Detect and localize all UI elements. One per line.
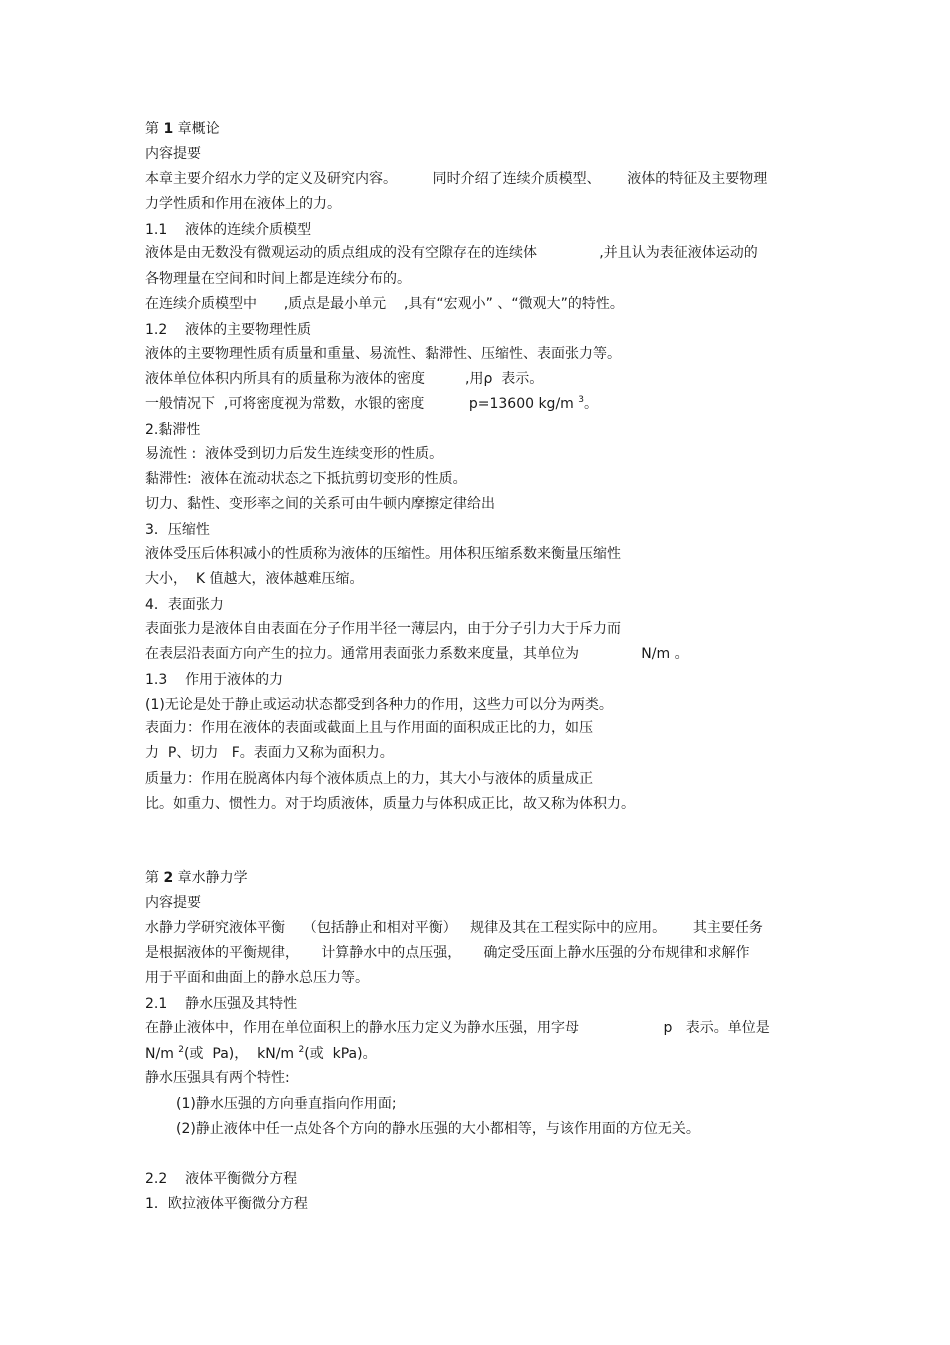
paragraph-line: (1)无论是处于静止或运动状态都受到各种力的作用，这些力可以分为两类。 bbox=[145, 697, 613, 713]
paragraph-line: 在表层沿表面方向产生的拉力。通常用表面张力系数来度量，其单位为 N/m 。 bbox=[145, 646, 689, 662]
paragraph-line: 质量力：作用在脱离体内每个液体质点上的力，其大小与液体的质量成正 bbox=[145, 771, 593, 787]
chapter-1-summary-line: 本章主要介绍水力学的定义及研究内容。 同时介绍了连续介质模型、 液体的特征及主要物理 bbox=[145, 171, 768, 187]
surface-tension-heading: 4．表面张力 bbox=[145, 597, 224, 613]
paragraph-line: 液体受压后体积减小的性质称为液体的压缩性。用体积压缩系数来衡量压缩性 bbox=[145, 546, 621, 562]
paragraph-line: 表面张力是液体自由表面在分子作用半径一薄层内，由于分子引力大于斥力而 bbox=[145, 621, 621, 637]
paragraph-line: 各物理量在空间和时间上都是连续分布的。 bbox=[145, 271, 411, 287]
paragraph-line: 静水压强具有两个特性: bbox=[145, 1070, 290, 1086]
units-line: N/m $^2$(或 Pa)， kN/m $^2$(或 kPa)。 bbox=[145, 1045, 377, 1062]
section-2-1-heading: 2.1 静水压强及其特性 bbox=[145, 996, 298, 1012]
paragraph-line: 在静止液体中，作用在单位面积上的静水压力定义为静水压强，用字母 p 表示。单位是 bbox=[145, 1020, 770, 1036]
property-item: (1)静水压强的方向垂直指向作用面; bbox=[176, 1096, 397, 1112]
paragraph-line: 大小， K 值越大，液体越难压缩。 bbox=[145, 571, 364, 587]
compressibility-heading: 3．压缩性 bbox=[145, 522, 210, 538]
paragraph-line: 力 P、切力 F。表面力又称为面积力。 bbox=[145, 745, 394, 761]
chapter-2-summary-line: 是根据液体的平衡规律， 计算静水中的点压强， 确定受压面上静水压强的分布规律和求解作 bbox=[145, 945, 750, 961]
paragraph-line: 切力、黏性、变形率之间的关系可由牛顿内摩擦定律给出 bbox=[145, 496, 495, 512]
chapter-2-summary-heading: 内容提要 bbox=[145, 895, 201, 911]
chapter-1-summary-heading: 内容提要 bbox=[145, 146, 201, 162]
paragraph-line: 黏滞性: 液体在流动状态之下抵抗剪切变形的性质。 bbox=[145, 471, 467, 487]
section-1-1-heading: 1.1 液体的连续介质模型 bbox=[145, 222, 312, 238]
chapter-1-summary-line: 力学性质和作用在液体上的力。 bbox=[145, 196, 341, 212]
section-1-2-heading: 1.2 液体的主要物理性质 bbox=[145, 322, 312, 338]
section-2-2-heading: 2.2 液体平衡微分方程 bbox=[145, 1171, 298, 1187]
paragraph-line: 液体是由无数没有微观运动的质点组成的没有空隙存在的连续体 ,并且认为表征液体运动的 bbox=[145, 245, 758, 261]
chapter-2-summary-line: 用于平面和曲面上的静水总压力等。 bbox=[145, 970, 369, 986]
paragraph-line: 在连续介质模型中 ,质点是最小单元 ,具有“宏观小” 、“微观大”的特性。 bbox=[145, 296, 624, 312]
paragraph-line: 液体单位体积内所具有的质量称为液体的密度 ,用ρ 表示。 bbox=[145, 371, 544, 387]
subsection-heading: 1．欧拉液体平衡微分方程 bbox=[145, 1196, 308, 1212]
paragraph-line: 易流性 : 液体受到切力后发生连续变形的性质。 bbox=[145, 446, 444, 462]
property-item: (2)静止液体中任一点处各个方向的静水压强的大小都相等，与该作用面的方位无关。 bbox=[176, 1121, 700, 1137]
paragraph-line: 液体的主要物理性质有质量和重量、易流性、黏滞性、压缩性、表面张力等。 bbox=[145, 346, 621, 362]
paragraph-line: 表面力：作用在液体的表面或截面上且与作用面的面积成正比的力，如压 bbox=[145, 720, 593, 736]
density-line: 一般情况下 ,可将密度视为常数，水银的密度 p=13600 kg/m $^3$。 bbox=[145, 395, 598, 412]
chapter-1-title: 第 1 章概论 bbox=[145, 121, 220, 137]
chapter-2-summary-line: 水静力学研究液体平衡 （包括静止和相对平衡） 规律及其在工程实际中的应用。 其主要任务 bbox=[145, 920, 763, 936]
viscosity-heading: 2.黏滞性 bbox=[145, 422, 201, 438]
chapter-2-title: 第 2 章水静力学 bbox=[145, 870, 248, 886]
paragraph-line: 比。如重力、惯性力。对于均质液体，质量力与体积成正比，故又称为体积力。 bbox=[145, 796, 635, 812]
section-1-3-heading: 1.3 作用于液体的力 bbox=[145, 672, 284, 688]
